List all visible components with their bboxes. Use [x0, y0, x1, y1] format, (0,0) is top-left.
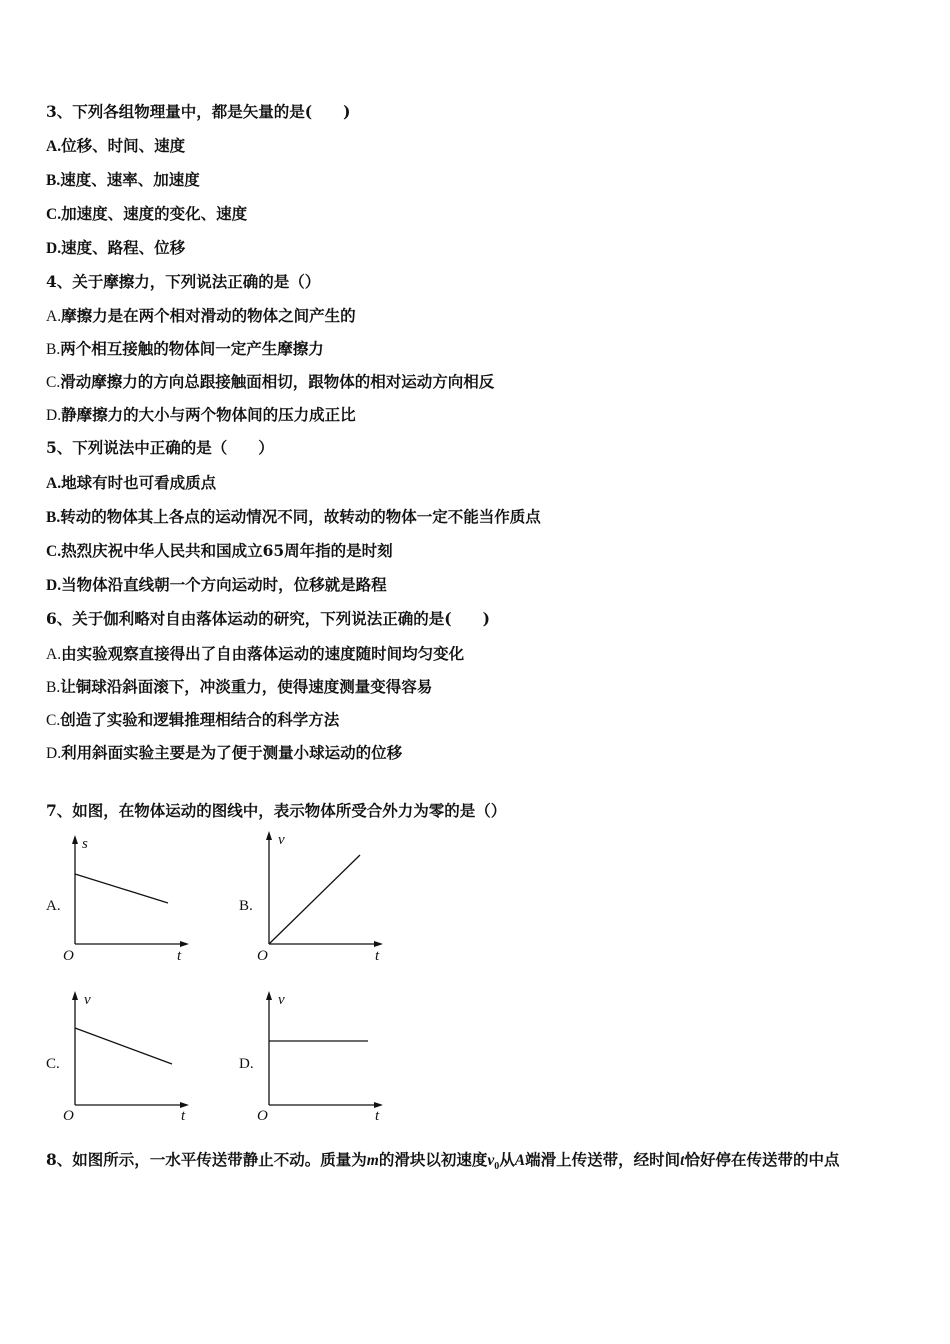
graph-c-label: C.: [46, 1056, 60, 1072]
q5-option-c: C.热烈庆祝中华人民共和国成立65周年指的是时刻: [46, 541, 393, 560]
graph-c-x-axis-label: t: [181, 1108, 186, 1124]
mass-variable: m: [366, 1152, 379, 1169]
q3-option-b: B.速度、速率、加速度: [46, 170, 200, 189]
graph-b: [252, 828, 392, 967]
initial-velocity-variable: v: [487, 1152, 495, 1169]
q5-stem: 5、下列说法中正确的是（ ）: [46, 438, 274, 457]
q3-option-a: A.位移、时间、速度: [46, 136, 186, 155]
graph-b-y-axis-label: v: [278, 832, 285, 848]
q4-stem: 4、关于摩擦力，下列说法正确的是（）: [46, 272, 321, 291]
q3-stem: 3、下列各组物理量中，都是矢量的是( ): [46, 102, 351, 121]
graph-d-origin-label: O: [257, 1108, 268, 1124]
graph-d-label: D.: [239, 1056, 254, 1072]
q7-stem: 7、如图，在物体运动的图线中，表示物体所受合外力为零的是（）: [46, 801, 507, 820]
q5-option-d: D.当物体沿直线朝一个方向运动时，位移就是路程: [46, 575, 387, 594]
q4-option-d: D.静摩擦力的大小与两个物体间的压力成正比: [46, 405, 356, 424]
q6-option-a: A.由实验观察直接得出了自由落体运动的速度随时间均匀变化: [46, 644, 465, 663]
graph-b-label: B.: [239, 898, 253, 914]
graph-d-y-axis-label: v: [278, 992, 285, 1008]
time-variable: t: [680, 1152, 685, 1169]
graph-b-x-axis-label: t: [375, 948, 380, 964]
graph-a-label: A.: [46, 898, 61, 914]
graph-c-origin-label: O: [63, 1108, 74, 1124]
graph-a-origin-label: O: [63, 948, 74, 964]
q4-option-c: C.滑动摩擦力的方向总跟接触面相切，跟物体的相对运动方向相反: [46, 372, 495, 391]
graph-a-y-axis-label: s: [82, 836, 88, 852]
point-a-variable: A: [514, 1152, 526, 1169]
graph-d-x-axis-label: t: [375, 1108, 380, 1124]
graph-c-y-axis-label: v: [84, 992, 91, 1008]
q3-option-c: C.加速度、速度的变化、速度: [46, 204, 248, 223]
graph-c: [58, 988, 198, 1126]
q6-option-c: C.创造了实验和逻辑推理相结合的科学方法: [46, 710, 340, 729]
q8-stem: 8、如图所示，一水平传送带静止不动。质量为m的滑块以初速度$v_0$从A端滑上传送带，经时间t恰好停在传送带的中点: [46, 1150, 840, 1173]
graph-d: [252, 988, 392, 1126]
q6-stem: 6、关于伽利略对自由落体运动的研究，下列说法正确的是( ): [46, 609, 490, 628]
graph-a: [58, 832, 198, 967]
q5-option-a: A.地球有时也可看成质点: [46, 473, 217, 492]
q3-option-d: D.速度、路程、位移: [46, 238, 186, 257]
q4-option-b: B.两个相互接触的物体间一定产生摩擦力: [46, 339, 324, 358]
graph-b-origin-label: O: [257, 948, 268, 964]
q6-option-b: B.让铜球沿斜面滚下，冲淡重力，使得速度测量变得容易: [46, 677, 433, 696]
graph-a-x-axis-label: t: [177, 948, 182, 964]
q4-option-a: A.摩擦力是在两个相对滑动的物体之间产生的: [46, 306, 356, 325]
q6-option-d: D.利用斜面实验主要是为了便于测量小球运动的位移: [46, 743, 403, 762]
q5-option-b: B.转动的物体其上各点的运动情况不同，故转动的物体一定不能当作质点: [46, 507, 541, 526]
